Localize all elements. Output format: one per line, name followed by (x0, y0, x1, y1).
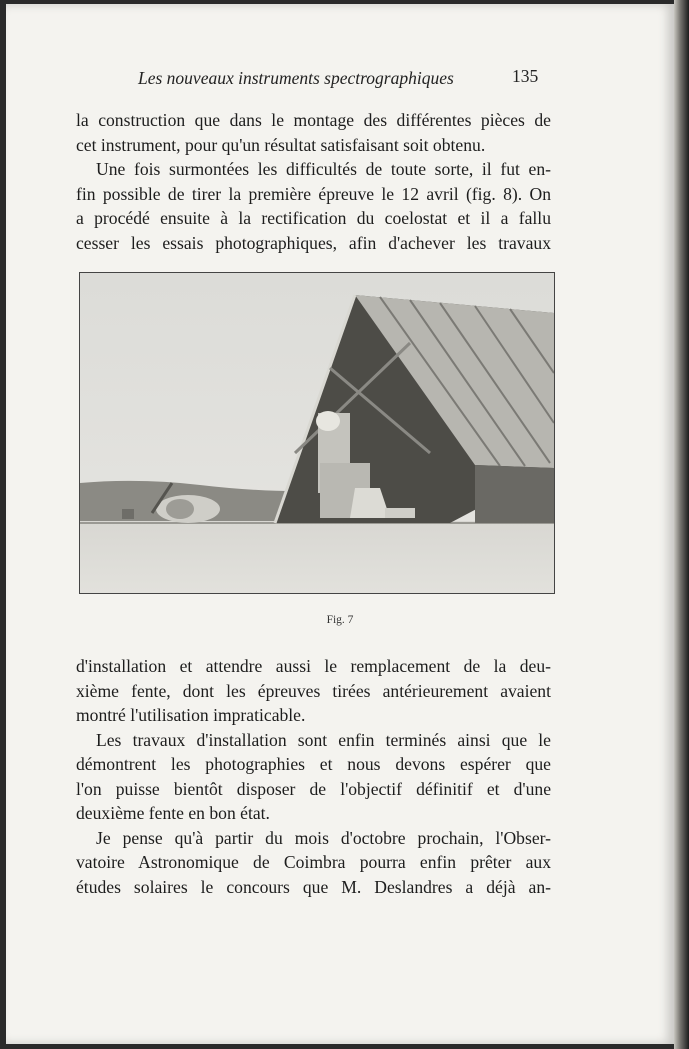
text-line: fin possible de tirer la première épreuve le 12 avril (fig. 8). On (76, 183, 551, 204)
observatory-shed-photo (80, 273, 554, 593)
text-line: d'installation et attendre aussi le remplacement de la deu- (76, 656, 551, 676)
text-line: deuxième fente en bon état. (76, 803, 270, 823)
text-line: études solaires le concours que M. Deslandres a déjà an- (76, 876, 551, 897)
text-line: montré l'utilisation impraticable. (76, 705, 306, 725)
text-line: vatoire Astronomique de Coimbra pourra enfin prêter aux (76, 852, 551, 872)
text-line: cet instrument, pour qu'un résultat satisfaisant soit obtenu. (76, 134, 486, 155)
book-page (6, 4, 674, 1044)
text-line: démontrent les photographies et nous devons espérer que (76, 754, 551, 774)
running-title: Les nouveaux instruments spectrographiques (138, 68, 454, 88)
text-line: Les travaux d'installation sont enfin terminés ainsi que le (96, 729, 551, 750)
text-block-bottom (76, 654, 551, 899)
text-block-top (76, 108, 551, 255)
figure-photograph (79, 272, 555, 594)
text-line: Une fois surmontées les difficultés de toute sorte, il fut en- (96, 159, 551, 179)
text-line: la construction que dans le montage des différentes pièces de (76, 110, 551, 130)
figure-caption: Fig. 7 (326, 614, 354, 626)
text-line: xième fente, dont les épreuves tirées antérieurement avaient (76, 680, 551, 701)
text-line: Je pense qu'à partir du mois d'octobre prochain, l'Obser- (96, 827, 551, 848)
page-number: 135 (512, 66, 539, 86)
text-line: a procédé ensuite à la rectification du coelostat et il a fallu (76, 208, 551, 228)
text-line: cesser les essais photographiques, afin d'achever les travaux (76, 232, 551, 253)
page-header (6, 66, 674, 94)
text-line: l'on puisse bientôt disposer de l'objectif définitif et d'une (76, 778, 551, 799)
book-binding-edge (674, 0, 689, 1049)
